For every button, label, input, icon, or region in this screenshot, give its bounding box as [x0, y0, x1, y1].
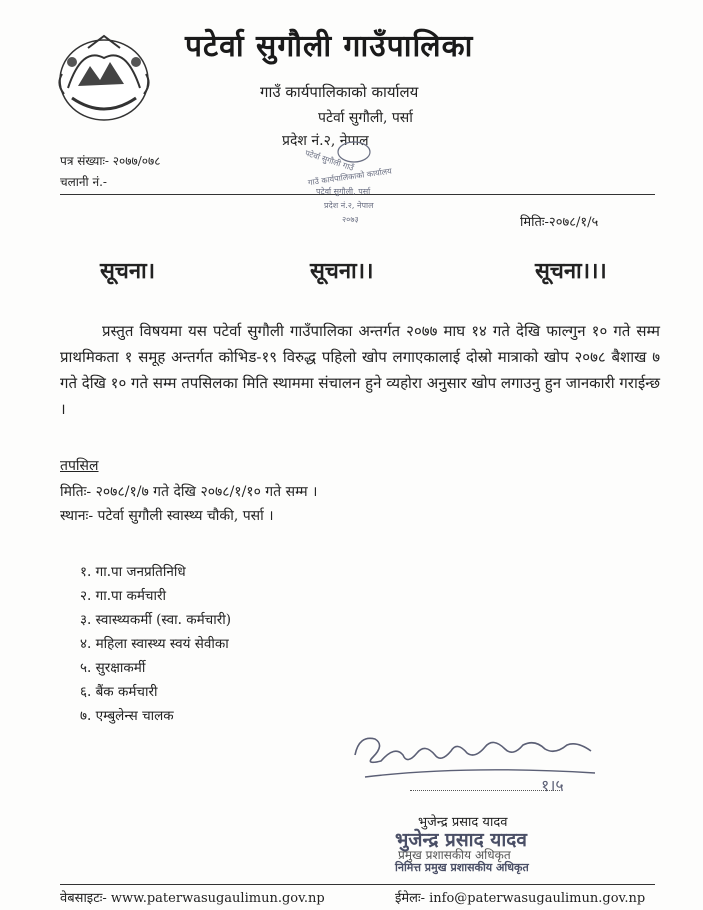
signature-date: १।५ [541, 776, 564, 795]
list-item: ७. एम्बुलेन्स चालक [80, 708, 174, 724]
office-name: गाउँ कार्यपालिकाको कार्यालय [260, 83, 419, 101]
municipality-title: पटेर्वा सुगौली गाउँपालिका [185, 29, 474, 64]
notice-label-3: सूचना।।। [535, 258, 607, 284]
list-item: ५. सुरक्षाकर्मी [80, 660, 146, 676]
signatory-title: प्रमुख प्रशासकीय अधिकृत [398, 848, 511, 862]
footer-email: ईमेलः- info@paterwasugaulimun.gov.np [395, 891, 646, 906]
signatory-stamp-title: निमित्त प्रमुख प्रशासकीय अधिकृत [395, 861, 529, 874]
list-item: ४. महिला स्वास्थ्य स्वयं सेवीका [80, 636, 229, 652]
stamp-line-5: २०७३ [342, 215, 359, 224]
list-item: ३. स्वास्थ्यकर्मी (स्वा. कर्मचारी) [80, 612, 232, 628]
dispatch-number: चलानी नं.- [60, 175, 107, 189]
eligible-groups-list [80, 560, 231, 728]
stamp-line-3: पटेर्वा सुगौली, पर्सा [316, 187, 371, 196]
schedule-date-line: मितिः- २०७८/१/७ गते देखि २०७८/१/१० गते सम्म । [60, 484, 318, 500]
letter-number: पत्र संख्याः- २०७७/०७८ [60, 154, 161, 168]
signature-line [410, 780, 560, 791]
notice-label-2: सूचना।। [310, 258, 374, 284]
emblem-icon [48, 28, 160, 128]
province-line: प्रदेश नं.२, नेपाल [282, 133, 369, 149]
stamp-line-2: गाउँ कार्यपालिकाको कार्यालय [307, 166, 393, 188]
list-item: १. गा.पा जनप्रतिनिधि [80, 564, 186, 580]
schedule-place-line: स्थानः- पटेर्वा सुगौली स्वास्थ्य चौकी, पर्सा । [60, 508, 274, 524]
footer-divider [60, 884, 655, 885]
stamp-line-1: पटेर्वा सुगौली गाउँ [303, 148, 355, 173]
notice-label-1: सूचना। [100, 258, 156, 284]
list-item: ६. बैंक कर्मचारी [80, 684, 158, 700]
footer-website: वेबसाइटः- www.paterwasugaulimun.gov.np [60, 891, 325, 906]
office-stamp-icon [296, 140, 406, 230]
details-heading: तपसिल [60, 458, 99, 474]
office-address: पटेर्वा सुगौली, पर्सा [318, 110, 413, 126]
list-item: २. गा.पा कर्मचारी [80, 588, 166, 604]
signatory-name: भुजेन्द्र प्रसाद यादव [418, 815, 508, 830]
letter-date: मितिः-२०७८/१/५ [520, 215, 599, 230]
signatory-stamp-name: भुजेन्द्र प्रसाद यादव [395, 829, 527, 851]
stamp-line-4: प्रदेश नं.२, नेपाल [324, 201, 374, 210]
notice-paragraph: प्रस्तुत विषयमा यस पटेर्वा सुगौली गाउँपालिका अन्तर्गत २०७७ माघ १४ गते देखि फाल्गुन १० गते सम्म प्राथमिकता १ समूह अन्तर्गत कोभिड-१९ विरुद्ध पहिलो खोप लगाएकालाई दोस्रो मात्राको खोप २०७८ बैशाख ७ गते देखि १० गते सम्म तपसिलका मिति स्थाममा संचालन हुने व्यहोरा अनुसार खोप लगाउनु हुन जानकारी गराईन्छ । [60, 322, 660, 418]
